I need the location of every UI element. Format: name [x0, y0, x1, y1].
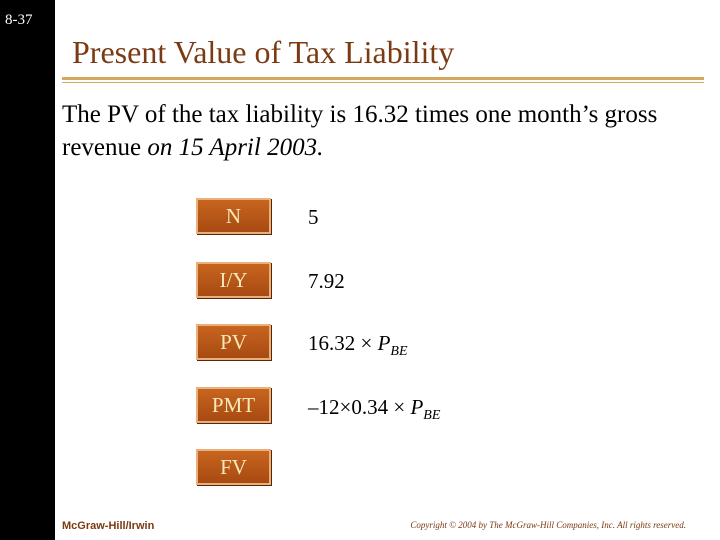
left-sidebar-bar [0, 0, 55, 540]
title-rule-thin [62, 82, 704, 83]
body-text-italic: on 15 April 2003. [147, 134, 324, 161]
value-pmt [308, 395, 440, 424]
value-pmt-var: P [410, 395, 424, 419]
body-text-plain: The PV of the tax liability is 16.32 times one month’s gross revenue [62, 101, 658, 161]
value-iy: 7.92 [308, 269, 345, 293]
value-pv-var: P [377, 331, 391, 355]
key-n: N [196, 198, 271, 234]
key-pmt: PMT [196, 387, 271, 423]
body-paragraph [62, 98, 702, 164]
value-pmt-sub: BE [423, 408, 441, 423]
value-pv-sub: BE [390, 344, 408, 359]
copyright-notice: Copyright © 2004 by The McGraw-Hill Companies, Inc. All rights reserved. [410, 520, 686, 530]
key-pv: PV [196, 324, 271, 360]
title-rule-thick [62, 77, 704, 80]
slide-title: Present Value of Tax Liability [72, 34, 455, 70]
publisher-label: McGraw-Hill/Irwin [62, 520, 155, 532]
slide-number: 8-37 [5, 12, 33, 28]
value-n: 5 [308, 205, 319, 229]
key-iy: I/Y [196, 262, 271, 298]
value-pv-main: 16.32 × [308, 331, 378, 355]
value-pv [308, 331, 408, 360]
value-pmt-main: –12×0.34 × [308, 395, 411, 419]
key-fv: FV [196, 449, 271, 485]
